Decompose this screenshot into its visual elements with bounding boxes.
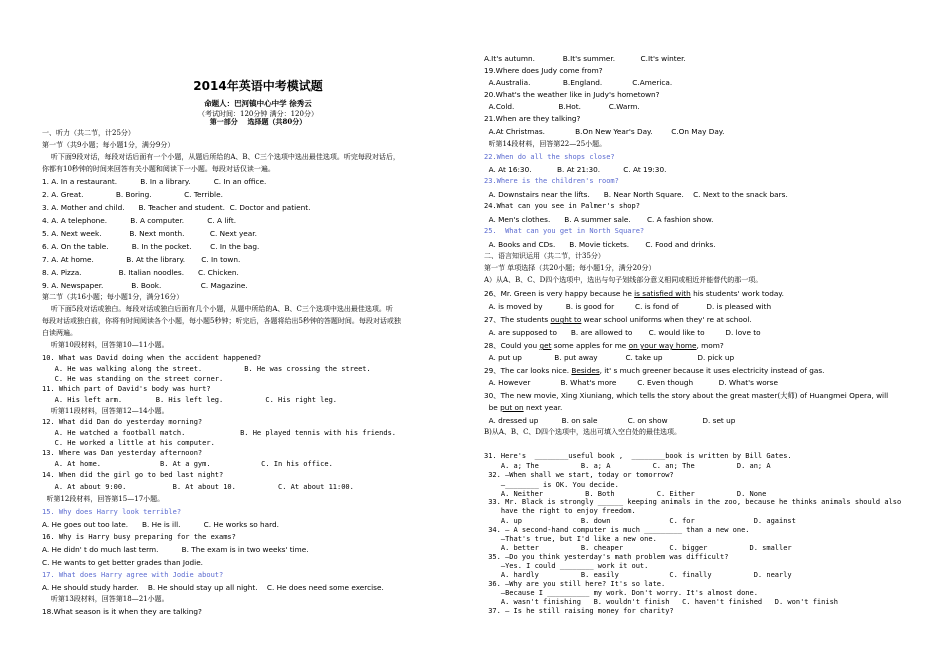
text-line: 第二节（共16小题；每小题1分，满分16分） (42, 293, 184, 301)
text-line: A. He didn' t do much last term. B. The exam is in two weeks' time. (42, 545, 309, 554)
text-line: 11. Which part of David's body was hurt? (42, 385, 211, 393)
text-line: 20.What's the weather like in Judy's hometown? (484, 90, 660, 99)
text-line: A. wasn't finishing B. wouldn't finish C. haven't finished D. won't finish (484, 598, 839, 606)
text-line: 12. What did Dan do yesterday morning? (42, 418, 203, 426)
right-column (484, 0, 924, 672)
text-line: —________ is OK. You decide. (484, 481, 619, 489)
author-line: 命题人：巴河镇中心中学 徐秀云 (204, 99, 312, 108)
text-line: A. He was walking along the street. B. He was crossing the street. (42, 365, 371, 373)
text-line: A. At about 9:00. B. At about 10. C. At about 11:00. (42, 483, 354, 491)
text-line: 15. Why does Harry look terrible? (42, 508, 182, 516)
text-line: 31. Here's ________useful book , ________book is written by Bill Gates. (484, 452, 792, 460)
text-line: 每段对话或独白前，你将有时间阅读各个小题，每小题5秒钟；听完后，各题将给出5秒钟的答题时间。每段对话或独 (42, 317, 401, 325)
text-line: have the right to enjoy freedom. (484, 507, 636, 515)
text-line: 5. A. Next week. B. Next month. C. Next year. (42, 229, 257, 238)
text-line: A. better B. cheaper C. bigger D. smaller (484, 544, 792, 552)
text-line: 听第10段材料，回答第10—11小题。 (42, 341, 169, 349)
text-line: 18.What season is it when they are talking? (42, 607, 202, 616)
text-line: 36. —Why are you still here? It's so late. (484, 580, 666, 588)
text-line: 23.Where is the children's room? (484, 177, 619, 185)
text-line: A. up B. down C. for D. against (484, 517, 796, 525)
text-line: 听第13段材料，回答第18—21小题。 (42, 595, 169, 603)
text-line: A.Australia. B.England. C.America. (484, 78, 673, 87)
text-line: 10. What was David doing when the accident happened? (42, 354, 262, 362)
text-line: A.At Christmas. B.On New Year's Day. C.On May Day. (484, 127, 725, 136)
text-line: 30、The new movie, Xing Xiuniang, which tells the story about the great master(大师) of Huangmei Opera, will (484, 391, 889, 400)
text-line: 7. A. At home. B. At the library. C. In town. (42, 255, 241, 264)
text-line: 9. A. Newspaper. B. Book. C. Magazine. (42, 281, 248, 290)
text-line: 2. A. Great. B. Boring. C. Terrible. (42, 190, 223, 199)
text-line: 4. A. A telephone. B. A computer. C. A lift. (42, 216, 237, 225)
text-line: be put on next year. (484, 403, 563, 412)
text-line: A. a; The B. a; A C. an; The D. an; A (484, 462, 771, 470)
text-line: 27、The students ought to wear school uniforms when they' re at school. (484, 315, 752, 324)
text-line: 白读两遍。 (42, 329, 77, 337)
text-line: A. At home. B. At a gym. C. In his office. (42, 460, 333, 468)
text-line: 34. — A second-hand computer is much _________ than a new one. (484, 526, 750, 534)
text-line: 24.What can you see in Palmer's shop? (484, 202, 640, 210)
text-line: A. Neither B. Both C. Either D. None (484, 490, 767, 498)
text-line: 21.When are they talking? (484, 114, 581, 123)
text-line: A. He watched a football match. B. He played tennis with his friends. (42, 429, 397, 437)
text-line: A. At 16:30. B. At 21:30. C. At 19:30. (484, 165, 667, 174)
text-line: 8. A. Pizza. B. Italian noodles. C. Chicken. (42, 268, 239, 277)
text-line: 19.Where does Judy come from? (484, 66, 603, 75)
text-line: 37. — Is he still raising money for charity? (484, 607, 674, 615)
text-line: —Yes. I could ________ work it out. (484, 562, 649, 570)
text-line: A.It's autumn. B.It's summer. C.It's winter. (484, 54, 686, 63)
text-line: 1. A. In a restaurant. B. In a library. C. In an office. (42, 177, 267, 186)
text-line: A. Downstairs near the lifts. B. Near North Square. C. Next to the snack bars. (484, 190, 788, 199)
text-line: A. Books and CDs. B. Movie tickets. C. Food and drinks. (484, 240, 716, 249)
text-line: A. hardly B. easily C. finally D. nearly (484, 571, 792, 579)
text-line: A. He should study harder. B. He should stay up all night. C. He does need some exercise. (42, 583, 384, 592)
text-line: 26、Mr. Green is very happy because he is satisfied with his students' work today. (484, 289, 784, 298)
text-line: 听第12段材料，回答第15—17小题。 (42, 495, 165, 503)
page-title: 2014年英语中考模试题 (193, 79, 323, 93)
text-line: 第一部分 选择题（共80分） (209, 117, 307, 126)
text-line: 33. Mr. Black is strongly ______ keeping animals in the zoo, because he thinks animals should also (484, 498, 902, 506)
text-line: 6. A. On the table. B. In the pocket. C. In the bag. (42, 242, 260, 251)
text-line: —That's true, but I'd like a new one. (484, 535, 657, 543)
left-column (42, 0, 474, 672)
text-line: 14. When did the girl go to bed last night? (42, 471, 224, 479)
text-line: A. put up B. put away C. take up D. pick up (484, 353, 735, 362)
text-line: A. Men's clothes. B. A summer sale. C. A fashion show. (484, 215, 714, 224)
text-line: 16. Why is Harry busy preparing for the exams? (42, 533, 236, 541)
text-line: 你都有10秒钟的时间来回答有关小题和阅读下一小题。每段对话仅读一遍。 (42, 165, 275, 173)
text-line: 听下面9段对话，每段对话后面有一个小题，从题后所给的A、B、C三个选项中选出最佳选项。听完每段对话后， (42, 153, 400, 161)
text-line: A. His left arm. B. His left leg. C. His right leg. (42, 396, 338, 404)
text-line: A. is moved by B. is good for C. is fond of D. is pleased with (484, 302, 772, 311)
text-line: —Because I __________ my work. Don't worry. It's almost done. (484, 589, 758, 597)
text-line: C. He wants to get better grades than Jodie. (42, 558, 204, 567)
text-line: 25. What can you get in North Square? (484, 227, 645, 235)
text-line: A. He goes out too late. B. He is ill. C. He works so hard. (42, 520, 279, 529)
text-line: 35. —Do you think yesterday's math problem was difficult? (484, 553, 729, 561)
text-line: A）从A、B、C、D四个选项中，选出与句子划线部分意义相同或相近并能替代的那一项。 (484, 276, 763, 284)
text-line: C. He was standing on the street corner. (42, 375, 224, 383)
text-line: A. However B. What's more C. Even though D. What's worse (484, 378, 778, 387)
text-line: 3. A. Mother and child. B. Teacher and student. C. Doctor and patient. (42, 203, 311, 212)
text-line: 13. Where was Dan yesterday afternoon? (42, 449, 203, 457)
text-line: 28、Could you get some apples for me on your way home, mom? (484, 341, 724, 350)
text-line: A. dressed up B. on sale C. on show D. set up (484, 416, 736, 425)
text-line: B)从A、B、C、D四个选项中，选出可填入空白处的最佳选项。 (484, 428, 682, 436)
text-line: 二、语言知识运用（共二节，计35分） (484, 252, 605, 260)
text-line: C. He worked a little at his computer. (42, 439, 215, 447)
text-line: 听第11段材料，回答第12—14小题。 (42, 407, 169, 415)
text-line: 一、听力（共二节，计25分） (42, 129, 135, 137)
text-line: 32. —When shall we start, today or tomorrow? (484, 471, 674, 479)
time-line: （考试时间：120分钟 满分：120分） (198, 110, 318, 118)
text-line: 22.When do all the shops close? (484, 153, 615, 161)
text-line: 第一节 单项选择（共20小题；每小题1分，满分20分） (484, 264, 656, 272)
text-line: 第一节（共9小题；每小题1分，满分9分） (42, 141, 175, 149)
text-line: 听第14段材料，回答第22—25小题。 (484, 140, 607, 148)
text-line: 听下面5段对话或独白。每段对话或独白后面有几个小题，从题中所给的A、B、C三个选项中选出最佳选项。听 (42, 305, 393, 313)
text-line: A.Cold. B.Hot. C.Warm. (484, 102, 640, 111)
text-line: 29、The car looks nice. Besides, it' s much greener because it uses electricity instead of gas. (484, 366, 825, 375)
text-line: A. are supposed to B. are allowed to C. would like to D. love to (484, 328, 761, 337)
text-line: 17. What does Harry agree with Jodie about? (42, 571, 224, 579)
